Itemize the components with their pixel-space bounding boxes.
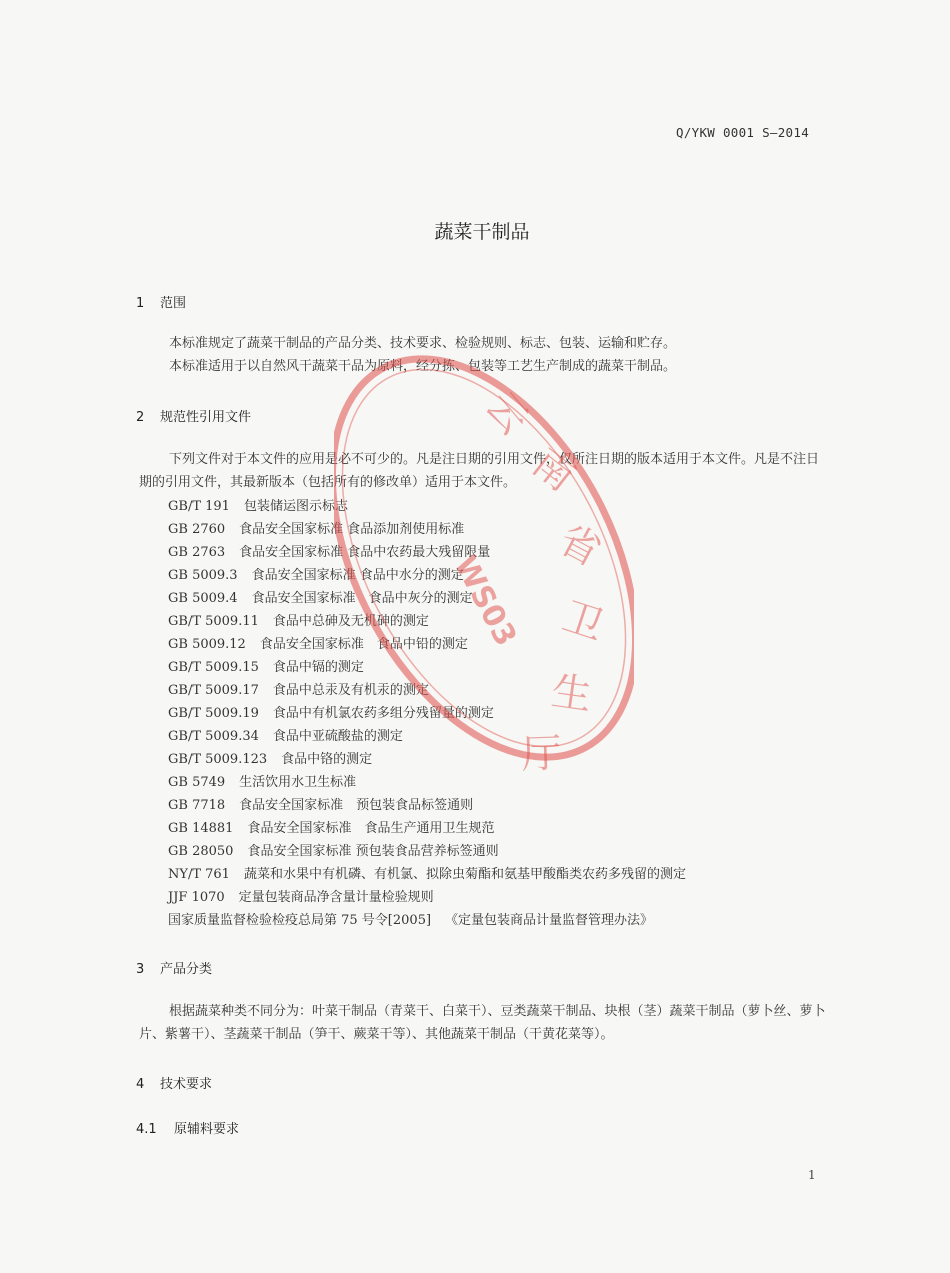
- reference-name: 生活饮用水卫生标准: [239, 775, 357, 790]
- scope-paragraph-2: [139, 355, 831, 378]
- reference-code: GB 7718: [168, 798, 226, 813]
- svg-text:云: 云: [476, 382, 538, 444]
- section-title: 技术要求: [160, 1077, 213, 1092]
- list-item: [168, 725, 686, 748]
- page-title: 蔬菜干制品: [434, 221, 530, 243]
- reference-name: 食品中总汞及有机汞的测定: [272, 683, 429, 698]
- list-item: [168, 840, 686, 863]
- reference-name: 食品安全国家标准 预包装食品营养标签通则: [247, 844, 499, 859]
- section-2-heading: [136, 406, 251, 425]
- reference-name: 食品中镉的测定: [272, 660, 364, 675]
- list-item: [168, 587, 686, 610]
- list-item: [168, 794, 686, 817]
- reference-name: 食品安全国家标准 预包装食品标签通则: [239, 798, 474, 813]
- svg-text:厅: 厅: [520, 730, 563, 778]
- reference-list: [168, 495, 686, 932]
- section-number: 4.1: [136, 1122, 157, 1137]
- svg-text:卫: 卫: [556, 593, 610, 650]
- reference-code: GB/T 5009.34: [168, 729, 259, 744]
- reference-code: 国家质量监督检验检疫总局第 75 号令[2005]: [168, 913, 432, 928]
- references-intro-text: 下列文件对于本文件的应用是必不可少的。凡是注日期的引用文件，仅所注日期的版本适用于本文件。凡是不注日期的引用文件，其最新版本（包括所有的修改单）适用于本文件。: [139, 452, 820, 490]
- reference-name: 食品中总砷及无机砷的测定: [272, 614, 429, 629]
- section-number: 3: [136, 962, 145, 977]
- list-item: [168, 656, 686, 679]
- list-item: [168, 518, 686, 541]
- reference-name: 蔬菜和水果中有机磷、有机氯、拟除虫菊酯和氨基甲酸酯类农药多残留的测定: [243, 867, 686, 882]
- reference-name: 定量包装商品净含量计量检验规则: [238, 890, 434, 905]
- reference-name: 食品安全国家标准 食品添加剂使用标准: [239, 522, 465, 537]
- reference-name: 食品中亚硫酸盐的测定: [272, 729, 403, 744]
- reference-code: NY/T 761: [168, 867, 230, 882]
- reference-name: 食品安全国家标准 食品中铅的测定: [259, 637, 468, 652]
- reference-code: GB/T 5009.19: [168, 706, 259, 721]
- section-4-heading: [136, 1073, 212, 1092]
- section-number: 4: [136, 1077, 145, 1092]
- list-item: [168, 564, 686, 587]
- list-item: [168, 541, 686, 564]
- reference-code: GB 5009.4: [168, 591, 238, 606]
- svg-text:生: 生: [548, 668, 595, 720]
- reference-code: GB 5009.12: [168, 637, 246, 652]
- scope-text-1: 本标准规定了蔬菜干制品的产品分类、技术要求、检验规则、标志、包装、运输和贮存。: [169, 336, 677, 351]
- list-item: [168, 748, 686, 771]
- reference-code: GB 5009.3: [168, 568, 238, 583]
- section-title: 原辅料要求: [174, 1122, 240, 1137]
- list-item: [168, 886, 686, 909]
- reference-code: GB/T 5009.15: [168, 660, 259, 675]
- list-item: [168, 702, 686, 725]
- reference-code: GB 2760: [168, 522, 226, 537]
- section-3-heading: [136, 958, 212, 977]
- reference-name: 食品中铬的测定: [281, 752, 373, 767]
- reference-name: 食品安全国家标准 食品中灰分的测定: [251, 591, 473, 606]
- list-item: [168, 771, 686, 794]
- reference-name: 食品安全国家标准 食品中农药最大残留限量: [239, 545, 491, 560]
- classification-paragraph: [139, 1000, 831, 1046]
- reference-code: GB/T 5009.11: [168, 614, 259, 629]
- reference-code: GB/T 5009.17: [168, 683, 259, 698]
- list-item: [168, 817, 686, 840]
- reference-code: GB 14881: [168, 821, 234, 836]
- reference-code: GB 5749: [168, 775, 226, 790]
- list-item: [168, 679, 686, 702]
- section-number: 2: [136, 410, 145, 425]
- classification-text: 根据蔬菜种类不同分为：叶菜干制品（青菜干、白菜干）、豆类蔬菜干制品、块根（茎）蔬菜干制品（萝卜丝、萝卜片、紫薯干）、茎蔬菜干制品（笋干、蕨菜干等）、其他蔬菜干制品（干黄花菜等）。: [139, 1004, 826, 1042]
- section-title: 产品分类: [160, 962, 213, 977]
- list-item: [168, 863, 686, 886]
- section-number: 1: [136, 296, 145, 311]
- svg-text:WS03: WS03: [446, 550, 524, 652]
- standard-code: Q/YKW 0001 S—2014: [676, 125, 810, 140]
- reference-name: 食品安全国家标准 食品中水分的测定: [251, 568, 464, 583]
- section-title: 规范性引用文件: [160, 410, 252, 425]
- reference-code: JJF 1070: [168, 890, 225, 905]
- section-4-1-heading: [136, 1118, 239, 1137]
- reference-code: GB/T 191: [168, 499, 230, 514]
- references-intro: [139, 448, 831, 494]
- list-item: [168, 633, 686, 656]
- reference-name: 包装储运图示标志: [243, 499, 348, 514]
- list-item: [168, 610, 686, 633]
- scope-text-2: 本标准适用于以自然风干蔬菜干品为原料，经分拣、包装等工艺生产制成的蔬菜干制品。: [169, 359, 677, 374]
- section-1-heading: [136, 292, 186, 311]
- scope-paragraph-1: [139, 332, 831, 355]
- page-number: 1: [808, 1168, 816, 1182]
- reference-name: 食品中有机氯农药多组分残留量的测定: [272, 706, 494, 721]
- reference-code: GB 2763: [168, 545, 226, 560]
- list-item: [168, 909, 686, 932]
- reference-code: GB 28050: [168, 844, 234, 859]
- svg-text:南: 南: [523, 439, 584, 501]
- list-item: [168, 495, 686, 518]
- section-title: 范围: [160, 296, 187, 311]
- reference-code: GB/T 5009.123: [168, 752, 268, 767]
- reference-name: 《定量包装商品计量监督管理办法》: [445, 913, 654, 928]
- svg-text:省: 省: [551, 516, 609, 576]
- reference-name: 食品安全国家标准 食品生产通用卫生规范: [247, 821, 495, 836]
